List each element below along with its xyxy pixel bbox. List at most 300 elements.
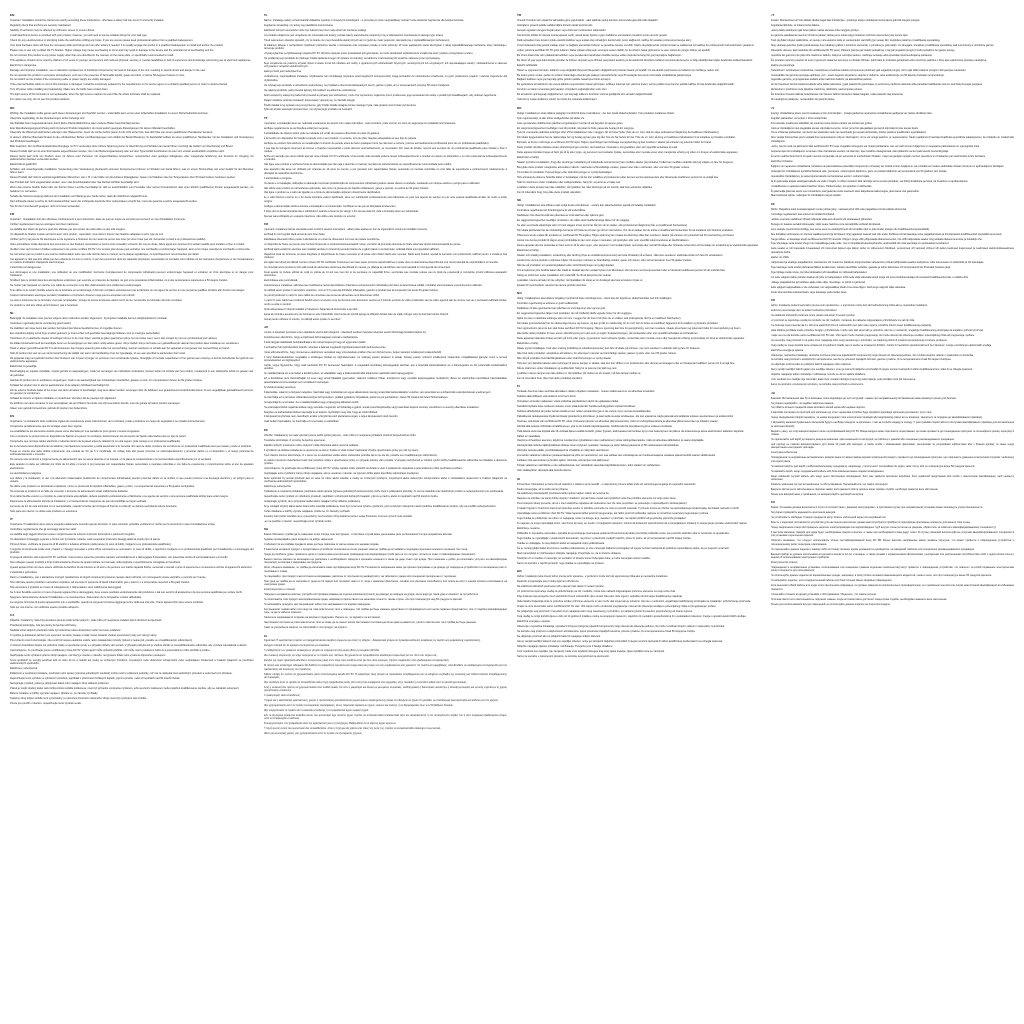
instruction-paragraph: Belangrijk: de installatie moet precies volgens deze instructies worden uitgevoerd - bij onjuiste installatie kunnen veiligheidsrisico's ontstaan. — [10, 317, 168, 321]
instruction-paragraph: Elektrība ir bīstama. — [770, 159, 794, 163]
instruction-paragraph: Ne connectez pas ce produit à une source d'alimentation autre que celle décrite dans le manuel, sur la plaque signalétique, ou spécifiquement recommandée par détail. — [10, 252, 200, 256]
instruction-paragraph: Svarīgi: Uzstādīšana jāveic precīzi saskaņā ar šīm instrukcijām - pretējā gadījumā nepareizas uzstādīšanas gadījumā var rasties drošības risks. — [770, 111, 933, 115]
language-code: HR — [517, 569, 522, 574]
instruction-paragraph: De lichtbron van deze armatuur is niet vervangbaar; als de lichtbron het einde van zijn levensduur bereikt, moet de gehele armatuur worden vervangen. — [10, 401, 181, 405]
instruction-paragraph: Un dispositivo di fissaggio a parete è fornito con il prodotto; tuttavia, sarà necessario procurarsi fissaggi adatti al proprio tipo di parete. — [10, 537, 161, 541]
instruction-paragraph: Jūsų vietinėje geležies prekių parduotuvėje bus reikalingi grąžtai ir tvirtinimo elementai, o prireikus jie gali patarti. Jei abejojate, kreipkitės į kvalifikuotą specialistą, kad sumontuotų ir pritvirtintų gaminį. — [770, 43, 995, 47]
instruction-paragraph: Oštećenja i nepravilna instalacija, uporaba ili izmjena (zamjena pojedinih komponenti) mogu dovesti do oštećenja jedinice, što može rezultirati strujnim udarom i opasnošću za korisnika. — [517, 624, 725, 628]
instruction-paragraph: Spegnere l'alimentazione durante l'installazione e la manutenzione. Assicurarsi che le lampadine si siano raffreddate. — [10, 595, 142, 599]
instruction-paragraph: Elektriciteit is gevaarlijk. — [10, 365, 38, 369]
instruction-paragraph: Se o cabo flexível externo ou o fio desta luminária estiver danificado, deve ser substituído exclusivamente pelo fabricante ou pelo seu agente de serviço ou por uma pessoa qualificada similar, de modo a evitar perigos. — [263, 196, 507, 203]
instruction-paragraph: Electricitatea este periculoasă. — [263, 279, 299, 283]
instruction-paragraph: Viktigt: Installationen ska utföras exakt enligt dessa instruktioner - annars kan säkerhetsrisker uppstå vid felaktig installation. — [517, 204, 657, 208]
instruction-paragraph: Hasar ve uygunsuz kurulum, kullanım veya değişiklik (bireysel bileşenlerin değiştirilmesi) ünitede hasara yol açabilir, bu da elektrik çarpmasına ve kullanıcı için tehlikeye neden olur. — [517, 68, 720, 72]
instruction-paragraph: Jei šio šviestuvo išorinis lankstus kabelis arba laidas pažeistas, jį gali pakeisti tik gamintojas, jo techninės priežiūros atstovas arba panašiai kvalifikuotas asmuo, kad būtų išvengta pavojaus. — [770, 83, 983, 87]
instruction-paragraph: Poškození a nesprávná instalace, používání nebo úpravy (výměna jednotlivých součástí) mohou vést k poškození jednotky, což má za následek úraz elektrickým proudem a nebezpečí pro uživatele. — [10, 672, 233, 676]
instruction-paragraph: Med namestitvijo in vzdrževanjem izklopite napajanje. Prepričajte se, da so žarnice ohlajene. — [517, 552, 622, 556]
instruction-paragraph: Sjekk om det er elektriske ledninger eller rør inne i veggen før du borer hull (hvis du er usikker, søk profesjonelle råd fra en kvalifisert håndverker). — [517, 316, 682, 320]
instruction-paragraph: Ne csatlakoztassa ezt a terméket a kézikönyvben, az adattáblán vagy a kiskereskedő által kifejezetten ajánlottól eltérő tápegységhez. — [263, 372, 414, 376]
instruction-paragraph: Джерело світла цього світильника не підлягає заміні; коли джерело світла досягне кінця терміну служби, необхідно замінити весь світильник. — [770, 487, 939, 491]
instruction-paragraph: Stability of self-items may be affected by child-size screen or uneven floors. — [10, 28, 95, 32]
language-block-dk — [517, 107, 761, 195]
instruction-paragraph: Regularly check that anchors are securely maintained. — [10, 23, 72, 27]
instruction-paragraph: Stabilitu voľných predmetov môže ovplyvniť malá obrazovka alebo nerovná podlaha. — [263, 443, 359, 447]
instruction-paragraph: Skader og forkert installation, brug eller ændringer (udskiftning af individuelle komponenter) kan medføre skader på produktet, hvilket kan medføre elektrisk stød og udgøre en fare for brugeren. — [517, 161, 734, 165]
language-code: RS — [770, 297, 775, 302]
instruction-paragraph: De stabiliteit van losse items kan worden beïnvloed door kleine beeldschermen of ongelijke vloeren. — [10, 327, 123, 331]
instruction-paragraph: S výrobkom sa dodáva zariadenie na upevnenie na stenu; budete si však musieť zaobstarať vhodné upevňovacie prvky pre váš typ steny. — [263, 448, 419, 452]
instruction-paragraph: Din lokale jernvarehandel har de nødvendige borene og festene, og kan gi råd om nødvendig. Er du i tvil, bør du bruke en kvalifisert fagperson til å installere og forankre produktet. — [517, 321, 719, 325]
instruction-paragraph: Ljuskällan i denna armatur är inte utbytbar; när ljuskällan når slutet av sin livslängd ska hela armaturen bytas ut. — [517, 278, 643, 282]
instruction-paragraph: Bojājumi un nepareiza uzstādīšana, lietošana vai pārveidošana (atsevišķu komponentu nomaiņa) var izraisīt ierīces bojājumus, kā rezultātā var rasties elektriskās strāvas trieciens un apdraudējums lietotājam. — [770, 164, 1005, 168]
instruction-paragraph: Imajte na umu da koristite samo certificirani DC 5V ulaz. Viši napon može uzrokovati pregrijavanje i dovesti do oštećenja uređaja te potencijalnog rizika od pregrijavanja i požara. — [517, 605, 717, 609]
language-code: RO — [263, 222, 269, 227]
instruction-paragraph: Преди да пробиете дупки, проверете дали в стената няма електрически проводници или водопроводни тръби (ако не сте сигурни, потърсете съвет от квалифициран специалист). — [263, 553, 476, 557]
instruction-paragraph: Μην χρησιμοποιείτε αυτό το προϊόν σε εκρηκτικές ατμόσφαιρες, όπως παρουσία εύφλεκτων υγρών, αερίων και σκόνης, ή σε θερμοκρασίες άνω των 50 βαθμών Κελσίου. — [263, 704, 454, 708]
instruction-paragraph: Tootega on kaasas seinakinnitusseade; siiski peate hankima oma seinatüübile sobivad kinnitused. — [770, 222, 881, 226]
instruction-paragraph: Controleer regelmatig dat de verankering goed vastzit. — [10, 322, 72, 326]
instruction-paragraph: Verifique se existem fios elétricos ou canalização no interior da parede antes de fazer quaisquer furos (se não tiver a certeza, procure aconselhamento profissional junto de um profissional qualificado). — [263, 141, 490, 145]
instruction-paragraph: Die Stabilität freier Gegenstände kann durch kleine Flächenbildschirme oder unebene Böden beeinträchtigt werden. — [10, 121, 141, 125]
instruction-paragraph: Please note to use only certified CE TV bracket. Higher voltage may cause overheating to occur and may result in damage to the device and the potential risk of overheating and fire. — [10, 48, 215, 52]
instruction-paragraph: Tento spotřebič by neměly používat děti ve věku 14 let a mladší ani osoby se sníženými fyzickými, smyslovými nebo duševními schopnostmi nebo nedostatkem zkušeností a znalostí týkajících se používání elektronických spotřebičů. — [10, 658, 254, 666]
instruction-paragraph: Tjek for eventuelle elektriske ledninger eller VVS-installationer inde i væggen, før du borer huller (hvis du er i tvivl, skal du søge professionel rådgivning fra kvalificeret håndværker). — [517, 131, 720, 135]
language-code: ES — [10, 414, 15, 419]
instruction-paragraph: Wichtig: Die Installation sollte genau nach diesen Anweisungen durchgeführt werden - andernfalls kann es bei einer fehlerhaften Installation zu einem Sicherheitsrisiko kommen. — [10, 111, 209, 115]
instruction-paragraph: A eletricidade é perigosa. — [263, 176, 293, 180]
instruction-paragraph: Dieses Produkt darf nicht in explosionsgefährdeten Bereichen, wie z. B. in der Nähe von brennbaren Flüssigkeiten, Gasen und Stäuben oder bei Temperaturen über 50 Grad Celsius, betrieben werden. — [10, 176, 236, 180]
instruction-paragraph: Los daños y la instalación, el uso o la alteración inadecuados (sustitución de componentes individuales) pueden provocar daños en la unidad, lo que puede provocar una descarga eléctrica y un peligro para el usuario. — [10, 476, 254, 483]
instruction-paragraph: Не підключайте цей виріб до жодного джерела живлення, крім зазначеного в інструкції, на табличці з даними або спеціально рекомендованого продавцем. — [770, 438, 955, 442]
instruction-paragraph: For indoor use only, do not use this product outdoors. — [10, 98, 71, 102]
instruction-paragraph: Gebruik dit product niet in explosieve omgevingen, zoals in de aanwezigheid van ontvlambare vloeistoffen, gassen en stof, of in temperaturen boven de 50 graden Celsius. — [10, 378, 203, 382]
instruction-paragraph: Ovaj uređaj ne smeju koristiti deca uzrasta od 14 godina ili mlađa, kao ni osobe sa smanjenim fizičkim, čulnim ili mentalnim sposobnostima ili bez iskustva i znanja o korišćenju elektronskih uređaja. — [770, 343, 992, 347]
instruction-paragraph: Kurulum ve bakım sırasında gücü kapatın. Ampullerin soğuduğundan emin olun. — [517, 88, 608, 92]
instruction-paragraph: Το τοπικό σας κατάστημα σιδηρικών θα διαθέτει τα απαραίτητα τρυπάνια και στερεωτικά και μπορεί να σας συμβουλεύσει εάν χρειαστεί. Σε περίπτωση αμφιβολίας, απευθυνθείτε σε εξειδικευμένο επαγγελματία για την εγκατάσταση και στερέωση του προϊόντος. — [263, 664, 507, 671]
instruction-paragraph: Не подключайте данное изделие к какому-либо источнику питания, кроме указанного в руководстве, на заводской табличке или специально рекомендованного продавцом. — [770, 547, 975, 551]
instruction-paragraph: Non utilizzare questo prodotto in atmosfere esplosive, ad esempio in presenza di liquidi infiammabili, gas e polveri, o a temperature superiori a 50 gradi Celsius. — [10, 581, 190, 585]
instruction-paragraph: Tænd ikke for produktet, hvis ledningen eller strømforsyningen er synligt beskadiget. — [517, 171, 613, 175]
language-code: EN — [10, 14, 15, 17]
instruction-paragraph: Nepievienojiet šo izstrādājumu nevienam citam barošanas avotam, kā tikai tam, kas norādīts rokasgrāmatā, datu plāksnītē vai ko īpaši ieteicis mazumtirgotājs. — [770, 149, 950, 153]
instruction-paragraph: Acest aparat nu trebuie utilizat de copii cu vârsta de 14 ani sau mai mici și de persoane cu capacități fizice, senzoriale sau mentale reduse sau cu lipsă de experiență și cunoștințe privind utilizarea aparatelor electronice. — [263, 271, 507, 278]
instruction-paragraph: Sursa de lumină a acestui corp de iluminat nu este înlocuibilă; când sursa de lumină ajunge la sfârșitul duratei sale de viață, întregul corp de iluminat trebuie înlocuit. — [263, 312, 449, 316]
instruction-paragraph: Stabilność luźnych elementów może być zaburzona przez mały ekran lub nierówne podłogi. — [263, 28, 367, 32]
instruction-paragraph: Si prega di utilizzare solo ingressi DC 5V certificati. Una tensione superiore potrebbe causare surriscaldamento e danneggiare il dispositivo, con potenziale rischio di surriscaldamento e incendio. — [10, 556, 229, 560]
instruction-paragraph: A termékhez fali rögzítőeszköz tartozik; azonban a falának megfelelő rögzítőelemeket külön kell beszereznie. — [263, 345, 387, 349]
instruction-paragraph: Yalnızca iç mekan kullanımı içindir, bu ürünü dış mekanda kullanmayın. — [517, 98, 598, 102]
instruction-paragraph: Перед свердлінням отворів перевірте, чи немає всередині стіни електричних проводів або водопроводу (якщо ви не впевнені, зверніться за порадою до кваліфікованого фахівця). — [770, 416, 983, 420]
language-code: NO — [517, 291, 522, 296]
instruction-paragraph: Elektrina je nebezpečná. — [263, 485, 292, 489]
instruction-paragraph: Redno preverjajte, ali so sidra varno pritrjena. — [517, 487, 569, 491]
instruction-paragraph: В комплекта на вашия продукт е предоставено устройство за монтаж на стена; въпреки това ще трябва да си набавите подходящи крепежни елементи за вашия тип стена. — [263, 548, 468, 552]
instruction-paragraph: Dieses Gerät darf nicht von Kindern unter 14 Jahren oder Personen mit eingeschränkten körperlichen, sensorischen oder geistigen Fähigkeiten oder mangelnder Erfahrung und Kenntnis im Umgang mit elektronischen Geräten verwendet werden. — [10, 154, 254, 162]
instruction-paragraph: Kui selle valgusti väline painduv kaabel või juhe on kahjustatud, tohib selle välja vahetada ainult tootja või tema hooldusesindaja või sarnaselt kvalifitseeritud isik, et vältida ohtu. — [770, 275, 969, 279]
instruction-paragraph: Vérifiez régulièrement que les ancrages sont bien maintenus. — [10, 222, 80, 226]
instruction-paragraph: Als de externe flexibele kabel of het snoer van deze armatuur is beschadigd, mag deze alleen worden vervangen door de fabrikant, een geautoriseerd onderhoudsmonteur of een vergelijkbaar gekwalificeerd persoon, om gevaren te voorkomen. — [10, 388, 254, 396]
instruction-paragraph: Na stabilnost slobodnih predmeta može utjecati mali zaslon ili neravni podovi. — [517, 585, 605, 589]
instruction-paragraph: Montavimo ir priežiūros metu išjunkite maitinimą. Įsitikinkite, kad lemputės atvėso. — [770, 88, 863, 92]
instruction-paragraph: Električna energija je opasna. — [770, 348, 804, 352]
instruction-paragraph: Pomembno: Namestitev je treba izvesti natančno v skladu s temi navodili - v nasprotnem primeru lahko pride do varnostnega tveganja ob nepravilni namestitvi. — [517, 482, 697, 486]
instruction-paragraph: Este aparato no debe ser utilizado por niños de 14 años o menos ni por personas con capacidades físicas, sensoriales o mentales reducidas o con falta de experiencia y conocimientos sobre el uso de aparatos electrónicos. — [10, 463, 254, 470]
instruction-paragraph: Не використовуйте цей виріб у вибухонебезпечному середовищі, наприклад, у присутності легкозаймистих рідин, газів і пилу, або за температури вище 50 градусів Цельсія. — [770, 464, 975, 468]
instruction-paragraph: En väggmonteringsenhet medföljer produkten; du måste dock skaffa lämpliga fästen för din väggtyp. — [517, 219, 630, 223]
instruction-paragraph: Ce produit ne doit être utilisé qu'à l'intérieur, pas à l'extérieur. — [10, 304, 79, 308]
instruction-paragraph: Svarbu: Montavimas turi būti atliktas tiksliai pagal šias instrukcijas - priešingu atveju netinkamai sumontavus gali kilti saugos pavojus. — [770, 18, 921, 22]
instruction-paragraph: Isključite napajanje tijekom instalacije i održavanja. Provjerite jesu li žarulje ohlađene. — [517, 644, 614, 648]
instruction-paragraph: Neieslēdziet izstrādājumu, ja savienojuma kabelis vai barošanas avots ir redzami bojāts. — [770, 174, 871, 178]
instruction-paragraph: Този уред не трябва да се използва от деца на 14 години или по-малки, както и от лица с намалени физически, сетивни или умствени способности или липса на опит и знания относно използването на електронни уреди. — [263, 579, 507, 587]
instruction-paragraph: Samo za uporabu u zatvorenom prostoru, ne koristite ovaj proizvod na otvorenom. — [517, 654, 610, 658]
instruction-paragraph: La stabilité des objets de gamme peut être affectée par des écrans de petite taille ou des sols inégaux. — [10, 227, 126, 231]
instruction-paragraph: Šio prietaiso neturėtų naudoti 14 metų ir jaunesni vaikai bei asmenys su ribotais fiziniais, jutiminiais ar protiniais gebėjimais arba neturintys patirties ir žinių apie elektroninių prietaisų naudojimą. — [770, 58, 987, 62]
language-block-hr — [517, 570, 761, 658]
instruction-paragraph: Len na použitie v interiéri, nepoužívajte tento výrobok vonku. — [263, 519, 332, 523]
instruction-paragraph: Si le câble ou le cordon flexible externe de ce luminaire est endommagé, il doit être remplacé exclusivement par le fabricant ou son agent de service ou une personne qualifiée similaire afin d'éviter tout danger. — [10, 289, 245, 293]
instruction-paragraph: Uz proizvod se isporučuje uređaj za montažu na zid; međutim, moraćete da nabavite odgovarajuće pričvršćivače za vaš tip zida. — [770, 318, 915, 322]
instruction-paragraph: Počas inštalácie a údržby vypnite napájanie. Uistite sa, že žiarovky vychladli. — [263, 509, 351, 513]
language-block-hu — [264, 326, 508, 424]
instruction-paragraph: Ak je vonkajší ohybný kábel alebo šnúra tohto svietidla poškodená, musí byť vymenená výlučne výrobcom, jeho servisným zástupcom alebo podobne kvalifikovanou osobou, aby sa predišlo nebezpečenstvu. — [263, 505, 497, 509]
instruction-paragraph: Elektrik tehlikelidir. — [517, 63, 538, 67]
instruction-paragraph: Damage and improper installation, use or alteration (replacement of individual components) can lead to damages to the unit, resulting in electric shock and danger to the user. — [10, 68, 206, 72]
instruction-paragraph: Ikke slå på produktet hvis tilkoblingskabelen eller strømforsyningen er synlig skadet. — [517, 356, 612, 360]
instruction-paragraph: Nenaudokite šio gaminio sprogioje aplinkoje, pvz., esant degiems skysčiams, dujoms ir dulkėms, arba aukštesnėje nei 50 laipsnių Celsijaus temperatūroje. — [770, 73, 945, 77]
instruction-paragraph: Il negozio di ferramenta locale avrà i trapani e i fissaggi necessari e potrà offrire consulenza se necessario. In caso di dubbi, è opportuno rivolgersi a un professionista qualificato per l'installazione e l'ancoraggio del prodotto. — [10, 547, 254, 555]
instruction-paragraph: A estabilidade de objetos soltos pode ser afetada por ecrãs de pequena dimensão ou pisos irregulares. — [263, 131, 380, 135]
instruction-paragraph: Delik açmadan önce duvarın içinde elektrik kablosu veya tesisat olup olmadığını kontrol edin (emin değilseniz, kalifiye bir ustadan profesyonel tavsiye alın). — [517, 38, 692, 42]
instruction-paragraph: No conecte este producto a ninguna fuente de alimentación que no sea la descrita en el manual, en la placa de características o la recomendada específicamente por el vendedor. — [10, 458, 212, 462]
instruction-paragraph: Teie kohalikus ehituspoes on olemas vajalikud puurid ja kinnitused ning vajadusel saavad nad nõu anda. Kahtluse korral kasutage toote paigaldamiseks ja kinnitamiseks kvalifitseeritud spetsialisti teenuseid. — [770, 232, 1002, 236]
instruction-paragraph: La sorgente luminosa di questo apparecchio non è sostituibile; quando la sorgente luminosa raggiunge la fine della sua vita utile, l'intero apparecchio deve essere sostituito. — [10, 600, 204, 604]
instruction-paragraph: Ärge ühendage seda toodet ühegi muu toiteallikaga peale selle, mis on kirjeldatud kasutusjuhendis, andmesildil või mida jaemüüja on spetsiaalselt soovitanud. — [770, 242, 950, 246]
instruction-paragraph: Beschadiging en onjuiste installatie, onjuist gebruik en aanpassingen, zoals het vervangen van individuele onderdelen, kunnen leiden tot schade aan het product, resulterend in een elektrische schok en gevaar voor de gebruiker. — [10, 370, 254, 377]
language-code: TR — [517, 14, 522, 17]
instruction-paragraph: Electricity is dangerous. — [10, 63, 37, 67]
instruction-paragraph: Вимкніть живлення під час встановлення та обслуговування. Переконайтеся, що лампи охолонули. — [770, 482, 889, 486]
instruction-paragraph: Kahjustused ja ebaõige paigaldamine, kasutamine või muutmine (üksikute komponentide vahetamine) võivad põhjustada seadme kahjustusi, mille tulemuseks on elektrilöök ja oht kasutajale. — [770, 260, 985, 264]
instruction-paragraph: Uszkodzenia, nieprawidłowa instalacja, użytkowanie lub modyfikacja (wymiana poszczególnych komponentów) mogą prowadzić do uszkodzenia urządzenia, co grozi porażeniem prądem i stanowi zagrożenie dla użytkownika. — [263, 75, 507, 82]
instruction-paragraph: Не включайте изделие, если соединительный кабель или блок питания имеют видимые повреждения. — [770, 579, 893, 583]
language-block-lv — [771, 107, 1015, 198]
instruction-paragraph: Ne uključujte proizvod ako su priključni kabel ili napajanje vidljivo oštećeni. — [517, 634, 601, 638]
instruction-paragraph: Bağlantı kablosu veya güç kaynağı gözle görülür şekilde hasarlıysa ürünü açmayın. — [517, 78, 612, 82]
instruction-paragraph: În cazul în care cablul sau cordonul flexibil extern al acestui corp de iluminat este deteriorat, acesta va fi înlocuit exclusiv de către producător sau de către agentul său de service sau de o persoană calificată similar, pentru a evita un pericol. — [263, 299, 507, 306]
column-3 — [517, 14, 761, 1014]
instruction-paragraph: Kun til indendørs brug, brug ikke dette produkt udendørs. — [517, 191, 582, 195]
instruction-paragraph: Dette produkt må ikke tilsluttes andre strømforsyninger end den, der beskrives i manualen, på typeskiltet, eller som specifikt anbefales af retail. — [517, 146, 678, 150]
instruction-paragraph: Vérifiez qu'il n'y ait pas de fils électriques ou de tuyauterie à l'intérieur du mur avant de percer des trous (si vous n'êtes pas sûr, demandez conseil à un professionnel qualifié). — [10, 237, 207, 241]
instruction-paragraph: Lütfen yalnızca sertifikalı DC 5V girişi kullanın. Daha yüksek voltaj aşırı ısınmaya neden olabilir, bu da cihazın hasar görmesine ve aşırı ısınma ile yangın riskine yol açabilir. — [517, 48, 711, 52]
instruction-paragraph: Important : l'installation doit être effectuée conformément à ces instructions, faute de quoi un risque de sécurité peut survenir en cas d'installation incorrecte. — [10, 217, 186, 221]
instruction-paragraph: Elektrika je nevarna. — [517, 527, 541, 531]
instruction-paragraph: Oštećenja i nepravilna instalacija, upotreba ili izmena (zamena pojedinačnih komponenti) mogu dovesti do oštećenja jedinice, što rezultira strujnim udarom i opasnošću po korisnika. — [770, 353, 974, 357]
instruction-paragraph: Ürününüzle birlikte bir duvara montaj aparatı verilir; ancak duvar tipinize uygun sabitleme elemanlarını kendiniz temin etmeniz gerekir. — [517, 33, 668, 37]
instruction-paragraph: Tähtis: Paigaldus tuleb teostada täpselt nende juhiste järgi - vastasel juhul võib vale paigalduse korral tekkida ohutusrisk. — [770, 207, 907, 211]
instruction-paragraph: Nie włączaj produktu, jeśli przewód łączący lub zasilacz są widocznie uszkodzone. — [263, 88, 357, 92]
instruction-paragraph: Reguliariai tikrinkite, ar inkarai tvirtai laikosi. — [770, 23, 820, 27]
instruction-paragraph: Ο ηλεκτρισμός είναι επικίνδυνος. — [263, 694, 301, 698]
instruction-paragraph: Eine Wandbefestigungsvorrichtung wird mit deinem Produkt mitgeliefert; du musst jedoch geeignete Befestigungen für deinen Wandart beschaffen. — [10, 126, 176, 130]
instruction-paragraph: Rendszeresen ellenőrizze, hogy a rögzítések biztonságosan vannak-e karbantartva. — [263, 335, 359, 339]
instruction-paragraph: Alleen voor gebruik binnenshuis, gebruik dit product niet buitenshuis. — [10, 406, 88, 410]
instruction-paragraph: Schakel de stroom uit tijdens installatie en onderhoud. Verzeker dat de peertjes zijn afgekoeld. — [10, 397, 117, 400]
instruction-paragraph: Kontroller regelmessig at ankrene er godt vedlikeholdt. — [517, 302, 579, 306]
instruction-paragraph: Ne kapcsolja be a terméket, ha a csatlakozókábel vagy a tápegység láthatóan sérült. — [263, 400, 360, 404]
instruction-paragraph: Seinäkiinnityslaite tulee tuotteesi mukana; sinun pitää kuitenkin hankkia seinätyypillesi sopivat kiinnikkeet. — [517, 404, 637, 408]
instruction-paragraph: Sähkö on vaarallista. — [517, 434, 541, 438]
instruction-paragraph: Če je zunanji gibljivi kabel ali vrvica te svetilke poškodovana, jo sme zamenjati izključno proizvajalec ali njegov servisni zastopnik ali podobno usposobljena oseba, da se prepreči nevarnost. — [517, 547, 730, 551]
instruction-paragraph: Vigtigt: Installationen skal udføres nøjagtigt i henhold til disse instruktioner - der kan opstå sikkerhedsrisiko, hvis produktet installeres forkert. — [517, 111, 675, 115]
instruction-paragraph: Lyskilden i dette armatur kan ikke udskiftes; når lyskilden har nået slutningen af sin levetid, skal hele armaturet udskiftes. — [517, 186, 653, 190]
instruction-paragraph: K výrobku je dodáváno zařízení pro upevnění na stěnu; budete si však muset obstarat vhodné upevňovací prvky pro váš typ stěny. — [10, 634, 158, 638]
language-block-si — [517, 478, 761, 566]
language-code: IT — [10, 517, 13, 522]
instruction-paragraph: Ovaj uređaj ne smiju koristiti djeca u dobi od 14 godina ili mlađa te osobe sa smanjenim tjelesnim, osjetilnim ili mentalnim sposobnostima ili s nedostatkom iskustva i znanja o uporabi elektroničkih uređaja. — [517, 615, 747, 619]
instruction-paragraph: Μην συνδέετε αυτό το προϊόν σε οποιαδήποτε άλλη πηγή τροφοδοσίας εκτός από αυτή που αναφέρεται στο εγχειρίδιο, στην πινακίδα ή συνιστάται ειδικά από το κατάστημα λιανικής. — [263, 680, 468, 684]
instruction-paragraph: Nejunkite šio gaminio prie jokio kito maitinimo šaltinio, išskyrus nurodytą vadove, vardinėje lentelėje arba specialiai rekomenduojamą pardavėjo. — [770, 53, 933, 57]
instruction-paragraph: The light source of this luminaire is not replaceable; when the light source reaches its end of life the whole luminaire shall be replaced. — [10, 93, 161, 97]
instruction-paragraph: Este aparelho não deve ser utilizado por crianças de 14 anos ou menos, e por pessoas com capacidades físicas, sensoriais ou mentais reduzidas ou com falta de experiência e conhecimento relativamente à utilização de aparelhos eletrónicos. — [263, 168, 507, 175]
language-code: FI — [517, 383, 520, 388]
instruction-paragraph: Prije bušenja rupa provjerite ima li električnih žica ili vodovodnih cijevi unutar zida (ako niste sigurni, potražite stručni savjet kvalificiranog majstora). — [517, 595, 683, 599]
instruction-paragraph: Katkaise virta asennuksen ja huollon ajaksi. Varmista, että lamput ovat jäähtyneet. — [517, 459, 610, 463]
instruction-paragraph: Nepoužívajte tento výrobok vo výbušnom prostredí, napríklad v prítomnosti horľavých kvapalín, plynov a prachu, alebo pri teplotách nad 50 stupňov Celzia. — [263, 495, 439, 499]
instruction-paragraph: Tego urządzenia nie powinny używać dzieci w wieku 14 lat lub młodsze ani osoby o ograniczonych zdolnościach fizycznych, sensorycznych lub umysłowych, lub nieposiadające wiedzy i doświadczenia w zakresie korzystania z urządzeń elektronicznych. — [263, 61, 507, 69]
instruction-paragraph: Elekter on ohtlik. — [770, 255, 790, 259]
instruction-paragraph: Irtonaisten esineiden vakauteen voivat vaikuttaa pienikokoiset näytöt tai epätasaiset lattiat. — [517, 399, 619, 403]
instruction-paragraph: Tämän valaisimen valonlähde ei ole vaihdettavissa; kun valonlähde saavuttaa käyttöikänsä lopun, koko valaisin on vaihdettava. — [517, 464, 661, 468]
language-block-el — [264, 635, 508, 736]
instruction-paragraph: Kun til innendørs bruk, ikke bruk dette produktet utendørs. — [517, 376, 583, 380]
instruction-paragraph: Dieses Produkt darf nur an eine Stromquelle angeschlossen werden, die in der Bedienungsanleitung oder auf dem Typenschild beschrieben ist oder vom einzeln ausdrücklich empfohlen wird. — [10, 149, 225, 153]
instruction-paragraph: Seda seadet ei tohi kasutada 14-aastased või nooremad lapsed ega isikud, kellel on vähenenud füüsilised, sensoorsed või vaimsed võimed või kellel puuduvad kogemused ja teadmised elektroonikaseadmete kasutamise kohta. — [770, 247, 1014, 254]
instruction-paragraph: Hvis armaturets eksterne fleksible kabel er beskadiget, må det kun udskiftes af producenten eller dennes servicerepræsentant eller tilsvarende kvalificeret person for at undgå fare. — [517, 176, 719, 180]
instruction-paragraph: Questo apparecchio non deve essere utilizzato da bambini di età inferiore ai 14 anni e da persone con ridotte capacità fisiche, sensoriali o mentali o prive di esperienza e conoscenza nell'uso di apparecchi elettronici. — [10, 566, 253, 570]
language-block-ee — [771, 203, 1015, 294]
instruction-paragraph: Pravidelně kontrolujte, zda jsou kotvy bezpečně udržovány. — [10, 624, 77, 628]
instruction-paragraph: Stabilitatea obiectelor libere poate fi afectată de un ecran de dimensiuni mici sau de podele neuniforme. — [263, 237, 381, 241]
instruction-paragraph: Не используйте данное изделие во взрывоопасных средах, например, в присутствии легковоспламеняющихся жидкостей, газов и пыли, или при температуре выше 50 градусов Цельсия. — [770, 574, 992, 578]
instruction-paragraph: Een wandbevestiging wordt bij je product geleverd; je moet echter zelf geschikte bevestigingsmiddelen voor je muurtype aanschaffen. — [10, 332, 161, 336]
instruction-paragraph: Fúrás előtt ellenőrizze, hogy nincsenek-e elektromos vezetékek vagy vízvezetékek a falban (ha nem biztos benne, kérjen tanácsot szakképzett szakembertől). — [263, 350, 442, 354]
language-block-fi — [517, 385, 761, 473]
language-code: BG — [263, 527, 269, 532]
instruction-paragraph: Se il cavo flessibile esterno o il cavo di questo apparecchio è danneggiato, deve essere sostituito esclusivamente dal produttore o dal suo servizio di assistenza o da una persona qualificata per evitare rischi. — [10, 591, 243, 594]
instruction-paragraph: Tenga en cuenta que debe utilizar únicamente una entrada de CC de 5 V certificada. Un voltaje más alto puede provocar un sobrecalentamiento y provocar daños en el dispositivo y el riesgo potencial de sobrecalentamiento e incendio. — [10, 449, 254, 457]
instruction-paragraph: Sluit dit product niet aan op een stroomvoorziening die afwijkt van wat in de handleiding of op het typeplaatje, of een aan specifiek is aanbevolen door retail. — [10, 352, 186, 356]
instruction-paragraph: Pre bušenja rupa proverite da li u zidu ima električnih žica ili vodovodnih cevi (ako niste sigurni, potražite stručni savet kvalifikovanog majstora). — [770, 323, 932, 327]
instruction-paragraph: Do produktu dołączone jest urządzenie do mocowania do ściany; jednak należy samodzielnie zaopatrzyć się w odpowiednie mocowania do danego typu ściany. — [263, 33, 444, 37]
instruction-paragraph: Ако външният гъвкав кабел или шнур на това осветително тяло е повреден, той трябва да бъде заменен единствено от производителя или негов сервизен представител, или от подобно квалифицирано лице, за да се избегне опасност. — [263, 607, 507, 615]
instruction-paragraph: Stabiliteten hos lösa föremål kan påverkas av små skärmar eller ojämna golv. — [517, 214, 605, 218]
instruction-paragraph: Ärge lülitage toodet sisse, kui ühenduskaabel või toiteallikas on nähtavalt kahjustatud. — [770, 270, 868, 274]
instruction-paragraph: Redovno proveravajte da li su ankeri bezbedno pričvršćeni. — [770, 308, 838, 312]
instruction-paragraph: Die Lichtquelle dieser Leuchte ist nicht austauschbar; wenn die Lichtquelle das Ende ihrer Lebensdauer erreicht hat, muss die gesamte Leuchte ausgetauscht werden. — [10, 199, 198, 203]
instruction-paragraph: Sluk for strømmen under installation eller vedligeholdelse. Sørg for, at pærerne er kølet ned. — [517, 181, 621, 185]
instruction-paragraph: Tega izdelka ne priključujte na noben vir napajanja, razen na tistega, ki je naveden v priročniku, na napisni ploščici ali ga posebej priporoča prodajalec. — [517, 517, 687, 521]
language-code: HU — [263, 324, 269, 329]
instruction-paragraph: Wenn das externe flexible Kabel oder die Schnur dieser Leuchte beschädigt ist, darf es ausschließlich vom Hersteller oder seinem Kundendienst oder einer ähnlich qualifizierten Person ausgetauscht werden, um Gefahren zu vermeiden. — [10, 186, 254, 193]
instruction-paragraph: Atkreipkite dėmesį, kad naudokite tik sertifikuotą DC 5V įvestį. Didesnė įtampa gali sukelti perkaitimą, o tai gali sugadinti įrenginį ir kelti perkaitimo bei gaisro pavojų. — [770, 48, 955, 52]
instruction-paragraph: V místním železářství budou mít potřebné vrtáky a upevňovací prvky a v případě potřeby vám poradí. V případě pochybností je vhodné obrátit se na kvalifikovaného odborníka, aby výrobek nainstaloval a ukotvil. — [10, 643, 247, 647]
instruction-paragraph: Laisvų daiktų stabilumui gali turėti įtakos mažas ekranas arba nelygios grindys. — [770, 28, 860, 32]
instruction-paragraph: Pažeidimai ir netinkamas montavimas, naudojimas ar keitimas (atskirų komponentų keitimas) gali sugadinti įrenginį, dėl to gali ištikti elektros smūgis ir kilti pavojus naudotojui. — [770, 68, 967, 72]
instruction-paragraph: Dette apparat må ikke bruges af børn på 14 år eller yngre, og personer med nedsatte fysiske, sensoriske eller mentale evner eller manglende erfaring og viden om brugen af elektroniske apparater. — [517, 151, 739, 155]
instruction-paragraph: Telepítés és karbantartás közben kapcsolja ki az áramot. Győződjön meg róla, hogy az izzók kihűltek. — [263, 410, 378, 414]
instruction-paragraph: Enne aukude puurimist kontrollige, kas seina sees on elektrijuhtmeid või torustikku (kui te pole kindel, küsige nõu kvalifitseeritud spetsialistilt). — [770, 227, 930, 231]
instruction-paragraph: Az elektromosság veszélyes. — [263, 385, 297, 389]
instruction-paragraph: Gevşek eşyaların dengesi küçük ekran veya düzensiz zeminlerden etkilenebilir. — [517, 28, 607, 32]
instruction-paragraph: Vă rugăm să rețineți să utilizați numai o intrare DC 5V certificată. Tensiunea mai mare poate provoca supraîncălzirea și poate duce la deteriorarea dispozitivului și la riscul potențial de supraîncălzire și incendiu. — [263, 261, 499, 265]
instruction-paragraph: Nepripájajte tento výrobok k inému zdroju napájania, ako je uvedené v návode, na typovom štítku alebo špecificky odporúčané predajcom. — [263, 471, 420, 475]
instruction-paragraph: Tylko do użytku wewnątrz pomieszczeń, nie używaj tego produktu na zewnątrz. — [263, 108, 353, 112]
instruction-paragraph: Din lokala järnhandel har de nödvändiga borrarna och fästena och kan ge råd om det behövs. Om du är osäker bör du anlita en kvalificerad hantverkare för att installera och förankra produkten. — [517, 229, 734, 233]
instruction-paragraph: Turn off power while installing and maintaining. Make sure the bulbs have cooled down. — [10, 88, 109, 92]
instruction-paragraph: No utilice este producto en atmósferas explosivas, como en presencia de líquidos inflamables, gases y polvo, o a temperaturas superiores a 50 grados centígrados. — [10, 484, 195, 488]
instruction-paragraph: Не вмикайте виріб, якщо з'єднувальний кабель або блок живлення мають видимі пошкодження. — [770, 469, 885, 473]
instruction-paragraph: Źródło światła w tej oprawie nie jest wymienne; gdy źródło światła osiągnie koniec swojego życia, cała oprawa musi zostać wymieniona. — [263, 103, 417, 107]
instruction-paragraph: Dôležité: Inštalácia by sa mala vykonať presne podľa týchto pokynov - inak môže pri nesprávnej inštalácii vzniknúť bezpečnostné riziko. — [263, 433, 417, 437]
instruction-paragraph: Jeśli zewnętrzny elastyczny kabel lub przewód tej oprawy jest uszkodzony, może być wymieniony wyłącznie przez producenta, jego serwisanta lub osobę o podobnych kwalifikacjach, aby uniknąć zagrożenia. — [263, 93, 497, 97]
instruction-paragraph: Do not connect this product to any power supply other than one identified in the manual, on the name plate, or specifically recommended to retail. — [10, 53, 174, 57]
instruction-paragraph: Izvor svjetlosti ove svjetiljke nije zamjenjiv; kada izvor svjetlosti dosegne kraj svog vijeka trajanja, cijela svjetiljka mora se zamijeniti. — [517, 649, 665, 653]
instruction-paragraph: Отключайте питание во время установки и обслуживания. Убедитесь, что лампы остыли. — [770, 592, 877, 596]
instruction-paragraph: Εάν το εξωτερικό εύκαμπτο καλώδιο αυτού του φωτιστικού έχει υποστεί ζημιά, πρέπει να αντικατασταθεί αποκλειστικά από τον κατασκευαστή ή τον αντιπρόσωπο σέρβις του ή από παρόμοια εξειδικευμένο άτομο, ώστε να αποφευχθεί ο κίνδυνος. — [263, 714, 507, 721]
instruction-paragraph: Пошкодження та неправильне встановлення, використання чи зміна (заміна окремих компонентів) можуть призвести до пошкодження пристрою, що спричинить ураження електричним струмом і небезпеку для користувача. — [770, 456, 1014, 463]
instruction-paragraph: Електричеството е опасно. — [263, 588, 296, 591]
instruction-paragraph: Upozorňujeme, že používejte pouze certifikovaný vstup DC 5V. Vyšší napětí může způsobit přehřátí, což může vést k poškození zařízení a potenciálnímu riziku přehřátí a požáru. — [10, 648, 211, 652]
instruction-paragraph: Não ligue o produto se o cabo de ligação ou a fonte de alimentação estiverem visivelmente danificados. — [263, 191, 381, 195]
language-block-sk — [264, 429, 508, 523]
instruction-paragraph: La fuente de luz de esta luminaria no es reemplazable; cuando la fuente de luz llegue al final de su vida útil, se deberá reemplazar toda la luminaria. — [10, 504, 178, 508]
instruction-paragraph: Стабилността на хлабави предмети може да бъде повлияна от малък екран или неравни подове. — [263, 543, 380, 547]
column-2 — [264, 14, 508, 1014]
instruction-paragraph: In deinem örtlichen Baumarkt findest du die erforderlichen Bohrer und Befestigungen und erhältst bei Bedarf Beratung. Im Zweifelsfall solltest du einen qualifizierten Handwerker mit der Installation und Verankerung des Produkts beauftragen. — [10, 136, 254, 143]
language-block-fr — [10, 213, 254, 307]
instruction-paragraph: Вашият местен магазин за железария ще разполага с необходимите свредла и крепежни елементи и може да даде съвет при нужда. При съмнение е добре да използвате услугите на квалифициран специалист за монтаж и закрепване на продукта. — [263, 558, 507, 565]
instruction-paragraph: Tätä laitetta eivät saa käyttää alle 14-vuotiaat lapset eivätkä henkilöt, joiden fyysiset, aistinvaraiset tai henkiset kyvyt ovat heikentyneet tai joilla ei ole kokemusta ja tietoa elektronisten laitteiden käytöstä. — [517, 429, 744, 433]
instruction-paragraph: Stäng av strömmen under installation och underhåll. Se till att lamporna har svalnat. — [517, 273, 612, 277]
instruction-paragraph: Compruebe periódicamente que los anclajes estén bien sujetos. — [10, 425, 83, 429]
instruction-paragraph: Elektryczność jest niebezpieczna. — [263, 70, 302, 74]
instruction-paragraph: Brug ikke dette produkt i eksplosive atmosfærer såsom i nærheden af brandfarlige væsker, gasser eller støv i nærheden, eller ved over 50 grader celsius. — [517, 166, 690, 170]
column-4 — [771, 14, 1015, 1014]
instruction-paragraph: Lyskilden i denne lampen kan ikke skiftes ut; når lyskilden når slutten av sin levetid, må hele lampen skiftes ut. — [517, 371, 642, 375]
instruction-paragraph: Ne povezujte ovaj proizvod ni na jedan izvor napajanja osim onog navedenog u priručniku, na natpisnoj pločici ili posebno preporučenog od strane prodavca. — [770, 338, 948, 342]
instruction-paragraph: Vaša lokalna željezarija imat će potrebne svrdla i pričvrsne elemente te vam može dati savjet ako je potrebno. Ako ste u nedoumici, angažirajte kvalificiranog stručnjaka za instalaciju i pričvršćivanje proizvoda. — [517, 600, 751, 604]
column-1 — [10, 14, 254, 1014]
instruction-paragraph: Schäden und unsachgemäße Installation, Verwendung oder Veränderung (Austausch einzelner Komponenten) können zu Schäden am Gerät führen, was zu einem Stromschlag und einer Gefahr für den Benutzer führen kann. — [10, 168, 254, 175]
instruction-paragraph: Моля, обърнете внимание, че трябва да използвате само сертифициран вход DC 5V. По-високото напрежение може да причини прегряване и да доведе до повреда на устройството и потенциален риск от прегряване и пожар. — [263, 566, 507, 573]
instruction-paragraph: Viktig: Installasjonen skal utføres nøyaktig i henhold til disse instruksjonene - ellers kan det oppstå en sikkerhetsrisiko ved feil installasjon. — [517, 297, 672, 301]
instruction-paragraph: Vain sisäkäyttöön, älä käytä tätä tuotetta ulkona. — [517, 469, 572, 473]
instruction-paragraph: Schalte die Stromversorgung während der Installation und Wartung aus. Stelle sicher, dass die Glühbirnen abgekühlt sind. — [10, 194, 148, 198]
instruction-paragraph: Vauriot ja virheellinen asennus, käyttö tai muuttaminen (yksittäisten osien vaihtaminen) voivat vahingoittaa laitetta, mikä voi aiheuttaa sähköiskun ja vaaran käyttäjälle. — [517, 439, 705, 443]
instruction-paragraph: Važno: Instalaciju treba izvesti točno prema ovim uputama - u protivnom može doći do sigurnosnog rizika ako je nepravilno instalirano. — [517, 575, 669, 579]
instruction-paragraph: Poškodenie a nesprávna inštalácia, používanie alebo úprava (výmena jednotlivých komponentov) môžu viesť k poškodeniu jednotky, čo má za následok úraz elektrickým prúdom a nebezpečenstvo pre používateľa. — [263, 490, 504, 494]
instruction-paragraph: Důležité: Instalaci by měla být provedena přesně podle těchto pokynů - jinak může při nesprávné instalaci dojít k ohrožení bezpečnosti. — [10, 619, 163, 623]
instruction-paragraph: Tarkista säännöllisesti, että ankkurit ovat hyvin kiinni. — [517, 394, 577, 398]
instruction-paragraph: Η ζημιά και η ακατάλληλη εγκατάσταση, χρήση ή τροποποίηση (αντικατάσταση μεμονωμένων εξαρτημάτων) μπορεί να οδηγήσει σε ζημιά στη μονάδα, με αποτέλεσμα ηλεκτροπληξία και κίνδυνο για τον χρήστη. — [263, 699, 499, 703]
instruction-paragraph: Yerel hırdavatçınızda gerekli matkap uçları ve bağlantı elemanları bulunur ve gerekirse tavsiye verebilir. Şüphe duyduğunuzda, ürünü kurmak ve sabitlemek için kalifiye bir profesyonelin hizmetlerinden yararlanın. — [517, 43, 755, 47]
instruction-paragraph: Använd inte denna produkt i explosiva miljöer, till exempel i närvaro av brandfarliga vätskor, gaser och damm, eller vid temperaturer över 50 grader Celsius. — [517, 258, 693, 262]
instruction-paragraph: Μην ενεργοποιείτε το προϊόν εάν το καλώδιο σύνδεσης ή το τροφοδοτικό έχουν εμφανή ζημιά. — [263, 709, 369, 713]
instruction-paragraph: Do not switch on the product if the connecting cable or power supply are visibly damaged. — [10, 78, 112, 82]
language-block-ru — [771, 501, 1015, 606]
instruction-paragraph: Denna apparat ska inte användas av barn som är 14 år eller yngre, eller personer med nedsatt fysisk, sensorisk eller mental förmåga eller bristande erfarenhet och kunskap om användning av elektroniska apparater. — [517, 244, 759, 248]
instruction-paragraph: Редовно проверявайте дали анкерите са добре закрепени. — [263, 538, 334, 542]
instruction-paragraph: Ne priključujte ovaj proizvod ni na jedan izvor napajanja osim onog navedenog u priručniku, na natpisnoj pločici ili posebno preporučenog od strane trgovca. — [517, 610, 693, 614]
instruction-paragraph: Un dispositif de fixation murale est fourni avec votre produit ; cependant, vous devrez trouver des fixations adaptées à votre type de mur. — [10, 232, 164, 236]
instruction-paragraph: Bu ürünü kılavuzda, isim plakasında belirtilen veya perakendeci tarafından özellikle tavsiye edilen dışında herhangi bir güç kaynağına bağlamayın. — [517, 53, 682, 57]
instruction-paragraph: У місцевому магазині будівельних матеріалів будуть необхідні свердла та кріплення, і там за потреби нададуть пораду. У разі сумнівів скористайтеся послугами кваліфікованого фахівця для встановлення та кріплення виробу. — [770, 421, 1014, 428]
instruction-paragraph: N'utilisez pas ce produit dans des atmosphères explosives, par exemple en présence de liquides, de gaz et de poussières inflammables, ou à des températures supérieures à 50 degrés Celsius. — [10, 279, 228, 283]
language-code: RU — [770, 500, 776, 505]
instruction-paragraph: Opriți alimentarea în timpul instalării și întreținerii. Asigurați-vă că becurile s-au răcit. — [263, 307, 359, 311]
instruction-paragraph: Numai pentru utilizare în interior, nu utilizați acest produs în aer liber. — [263, 317, 341, 321]
instruction-paragraph: A laza tárgyak stabilitását befolyásolhatja a kis méretű képernyő vagy az egyenetlen padló. — [263, 340, 367, 344]
instruction-paragraph: Coupez l'alimentation électrique pendant l'installation et l'entretien. Assurez-vous que les ampoules ont refroidi. — [10, 294, 136, 298]
instruction-paragraph: Μια συσκευή στερέωσης σε τοίχο παρέχεται με το προϊόν σας. Ωστόσο, θα χρειαστεί να προμηθευτείτε κατάλληλα στερεωτικά για τον τύπο του τοίχου σας. — [263, 654, 438, 658]
instruction-paragraph: Un dispozitiv de fixare pe perete este furnizat împreună cu produsul dumneavoastră; totuși, va trebui să procurați elemente de fixare adecvate tipului dumneavoastră de perete. — [263, 242, 462, 246]
instruction-paragraph: Elektra yra pavojinga. — [770, 63, 795, 67]
instruction-paragraph: Elektřina je nebezpečná. — [10, 667, 38, 671]
instruction-paragraph: Регулярно проверяйте надежность крепления анкеров. — [770, 511, 836, 515]
instruction-paragraph: Bu armatürün ışık kaynağı değiştirilemez; ışık kaynağı kullanım ömrünün sonuna geldiğinde tüm armatür değiştirilmelidir. — [517, 93, 653, 97]
instruction-paragraph: Dit apparaat mag niet gebruikt worden door kinderen van 14 jaar of jonger en personen met verminderde fysieke, zintuiglijke of mentale capaciteiten of het gebrek aan ervaring en kennis betreffende het gebruik van elektronische apparaten. — [10, 357, 254, 364]
instruction-paragraph: Importante: l'installazione deve essere eseguita esattamente secondo queste istruzioni; in caso contrario, potrebbe verificarsi un rischio per la sicurezza in caso di installazione errata. — [10, 523, 216, 527]
instruction-paragraph: Pred vŕtaním otvorov skontrolujte, či v stene nie sú elektrické vodiče alebo vodovodné potrubia (ak si nie ste istí, poraďte sa s kvalifikovaným odborníkom). — [263, 453, 438, 457]
instruction-paragraph: Lūdzu, ņemiet vērā, ka jāizmanto tikai sertificēta DC 5V ieeja. Augstāks spriegums var izraisīt pārkaršanu, kas var radīt ierīces bojājumus un iespējamu pārkaršanas un ugunsgrēka risku. — [770, 144, 980, 148]
instruction-paragraph: Απενεργοποιήστε την τροφοδοσία κατά την εγκατάσταση και τη συντήρηση. Βεβαιωθείτε ότι οι λάμπες έχουν κρυώσει. — [263, 722, 397, 726]
instruction-paragraph: Před vrtáním otvorů zkontrolujte, zda uvnitř zdi nejsou elektrické vodiče nebo instalatérské rozvody (pokud si nejste jisti, poraďte se s kvalifikovaným odborníkem). — [10, 639, 193, 643]
instruction-paragraph: Tärkeää: Asennus tulee suorittaa täsmälleen näiden ohjeiden mukaisesti - muuten väärä asennus voi aiheuttaa turvariskin. — [517, 389, 656, 393]
instruction-paragraph: Importante: La instalación debe realizarse siguiendo exactamente estas instrucciones; de lo contrario, puede producirse un riesgo de seguridad si se instala incorrectamente. — [10, 420, 206, 424]
language-code: SE — [517, 198, 522, 203]
instruction-paragraph: Источник света этого светильника не подлежит замене; когда источник света достигнет конца срока службы, необходимо заменить весь светильник. — [770, 597, 948, 601]
instruction-paragraph: Uporabljajte samo certificiran vhod DC 5V. Višja napetost lahko povzroči pregrevanje, kar lahko povzroči poškodbe naprave in morebitno nevarnost pregrevanja in požara. — [517, 512, 709, 516]
instruction-paragraph: Überprüfe regelmäßig, ob die Verankerungen sicher befestigt sind. — [10, 116, 86, 120]
instruction-paragraph: Цей прилад не повинні використовувати діти віком 14 років або молодші, а також особи з обмеженими фізичними, сенсорними чи розумовими здібностями або з браком досвіду та знань щодо використання електронних приладів. — [770, 443, 1014, 450]
instruction-paragraph: Csak beltéri használatra, ne használja ezt a terméket a szabadban. — [263, 420, 340, 424]
language-block-ro — [264, 223, 508, 321]
instruction-paragraph: L'elettricità è pericolosa. — [10, 571, 38, 575]
instruction-paragraph: Během instalace a údržby vypněte napájení. Ujistěte se, že žárovky vychladly. — [10, 692, 99, 696]
instruction-paragraph: Prima di forare, verificare la presenza di fili elettrici o tubature all'interno della parete (in caso di dubbi, rivolgersi a un professionista qualificato). — [10, 542, 172, 546]
instruction-paragraph: Bitte beachten: Nur zertifizierte Elektrobox-Dongloge mit 5 V verwenden. Eine höhere Spannung kann zu Überhitzung und Schäden am Gerät führen und birgt die Gefahr von Überhitzung und Brand. — [10, 144, 234, 148]
instruction-paragraph: Controleer of er elektrische draden of leidingen binnen in de muur lopen voordat je gaten gaat boren (als je het niet zeker weet, neem dan contact op met een professional voor advies). — [10, 337, 218, 341]
instruction-paragraph: Nie używaj tego produktu w atmosferze wybuchowej, na przykład w obecności łatwopalnych cieczy, gazów i pyłów, ani w temperaturach powyżej 50 stopni Celsjusza. — [263, 83, 450, 87]
instruction-paragraph: Prieš gręždami skyles patikrinkite, ar sienoje nėra elektros laidų ar vandentiekio vamzdžių (jei nesate tikri, kreipkitės patarimo į kvalifikuotą specialistą). — [770, 38, 941, 42]
instruction-paragraph: Ja šī gaismekļa ārējais elastīgais kabelis vai vads ir bojāts, to drīkst nomainīt tikai ražotājs vai tā servisa pārstāvis, vai līdzīgi kvalificēta persona, lai izvairītos no apdraudējuma. — [770, 179, 969, 183]
language-code: CZ — [10, 613, 15, 618]
instruction-paragraph: Ärge kasutage seda toodet plahvatusohtlikus keskkonnas, näiteks tuleohtlike vedelike, gaaside ja tolmu läheduses või temperatuuril üle 50 kraadi Celsiuse järgi. — [770, 265, 951, 269]
instruction-paragraph: Η σταθερότητα των χαλαρών αντικειμένων μπορεί να επηρεαστεί από μικρή οθόνη ή ανώμαλα δάπεδα. — [263, 649, 380, 653]
instruction-paragraph: Ankrajların güvenli şekilde sabitlendiğini düzenli olarak kontrol edin. — [517, 23, 594, 27]
instruction-paragraph: Przed wierceniem otworów sprawdź, czy w ścianie nie ma przewodów elektrycznych ani rur (jeśli nie masz pewności, skonsultuj się z wykwalifikowanym fachowcem). — [263, 38, 451, 42]
instruction-paragraph: Pouze pro použití v interiéru, nepoužívejte tento výrobek venku. — [10, 702, 82, 706]
language-block-no — [517, 292, 761, 380]
instruction-paragraph: Important: Instalarea trebuie efectuată exact conform acestor instrucțiuni - altfel poate apărea un risc de siguranță în cazul unei instalări incorecte. — [263, 227, 428, 231]
instruction-paragraph: Danni e installazione, uso o alterazione impropri (sostituzione di singoli componenti) possono causare danni all'unità, con conseguenti scosse elettriche e pericolo per l'utente. — [10, 576, 207, 580]
instruction-paragraph: A fonte de luz desta luminária não é substituível; quando a fonte de luz atingir o fim da sua vida útil, toda a luminária deve ser substituída. — [263, 209, 419, 213]
instruction-paragraph: Tega izdelka ne uporabljajte v eksplozivnih atmosferah, na primer v prisotnosti vnetljivih tekočin, plinov in prahu, ali pri temperaturah nad 50 stopinj Celzija. — [517, 537, 692, 541]
instruction-paragraph: Elektrisitet er farlig. — [517, 341, 539, 345]
instruction-paragraph: Повреждения и неправильная установка, использование или изменение (замена отдельных компонентов) могут привести к повреждению устройства, что повлечет за собой поражение электрическим током и опасность для пользователя. — [770, 565, 1014, 573]
